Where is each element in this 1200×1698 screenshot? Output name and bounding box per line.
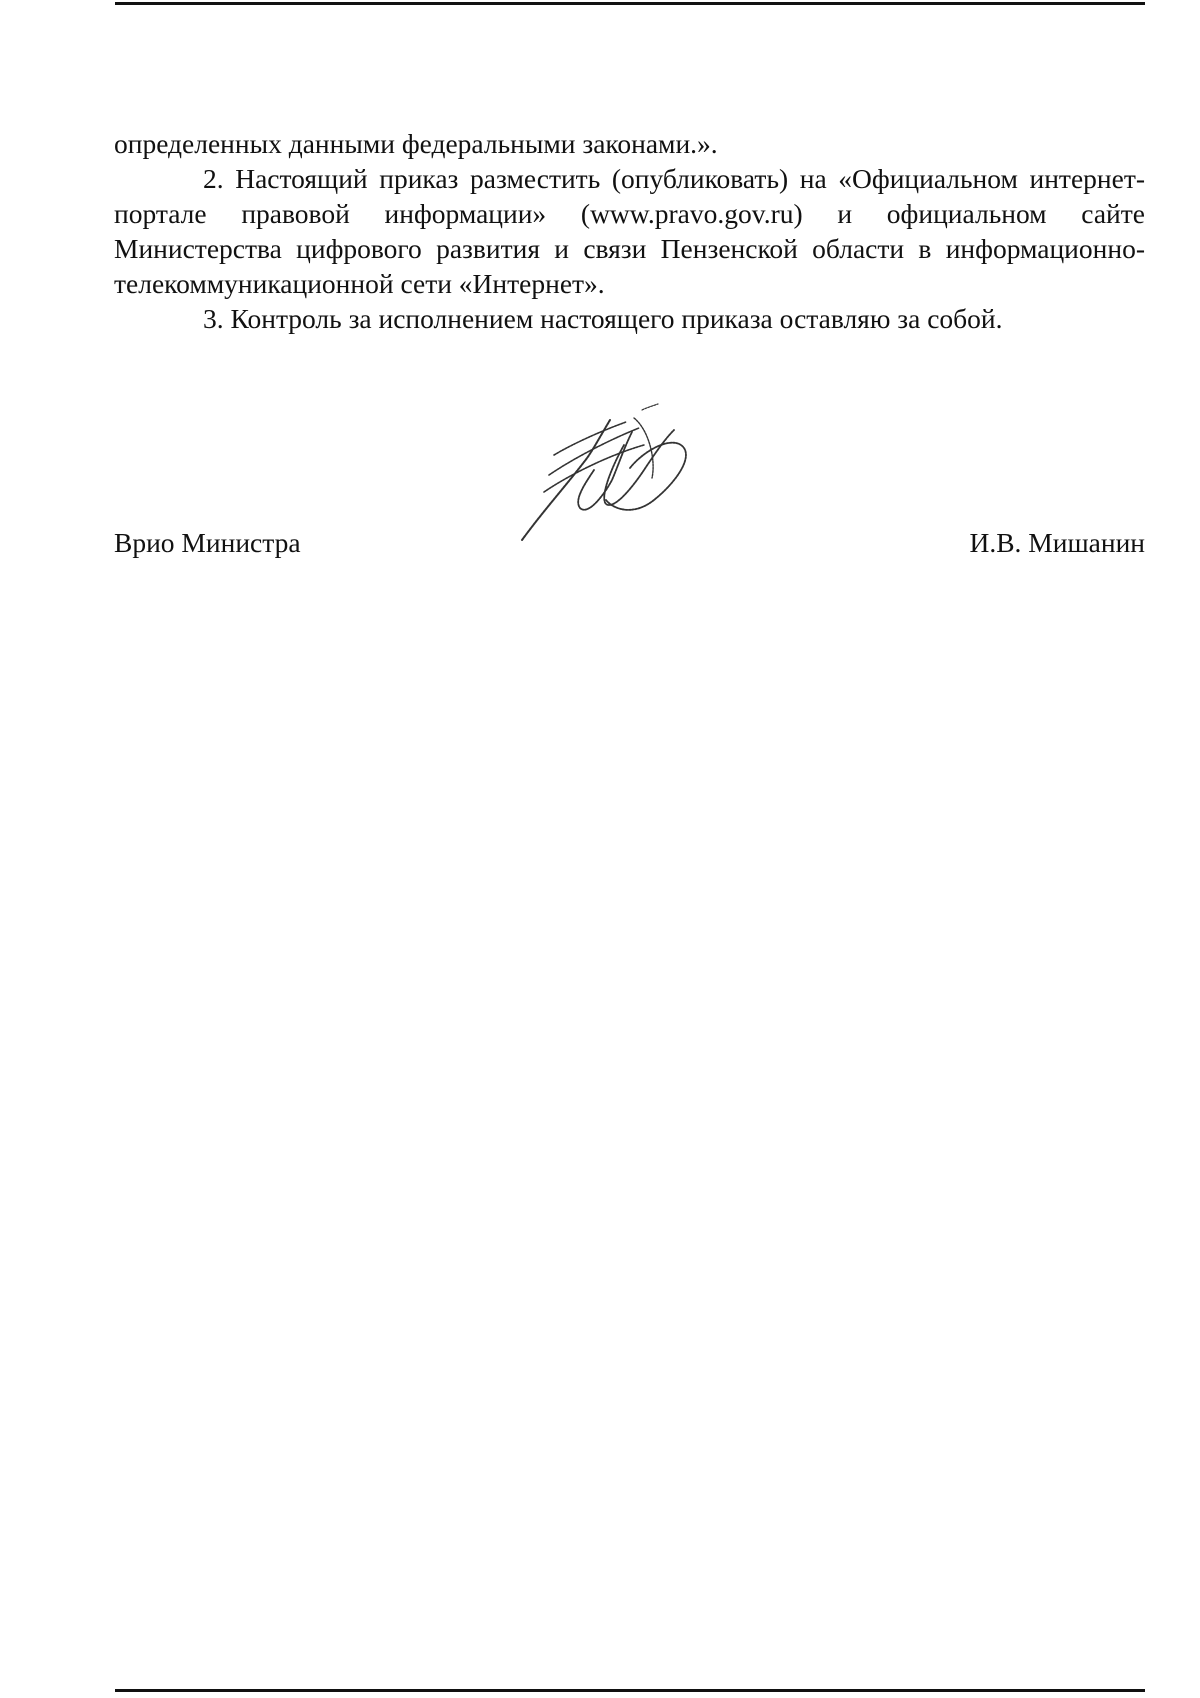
bottom-rule: [115, 1689, 1145, 1692]
document-body: [114, 126, 1145, 336]
signatory-title: Врио Министра: [114, 527, 301, 558]
top-rule: [115, 2, 1145, 5]
paragraph-control: 3. Контроль за исполнением настоящего приказа оставляю за собой.: [203, 303, 1003, 334]
paragraph-continuation: определенных данными федеральными законами.».: [114, 128, 718, 159]
paragraph-publication: 2. Настоящий приказ разместить (опубликовать) на «Официальном интернет-портале правовой информации» (www.pravo.gov.ru) и официальном сайте Министерства цифрового развития и связи Пензенской области в информационно-телекоммуникационной сети «Интернет».: [114, 163, 1145, 299]
signatory-name: И.В. Мишанин: [969, 527, 1145, 558]
handwritten-signature: [514, 400, 714, 560]
